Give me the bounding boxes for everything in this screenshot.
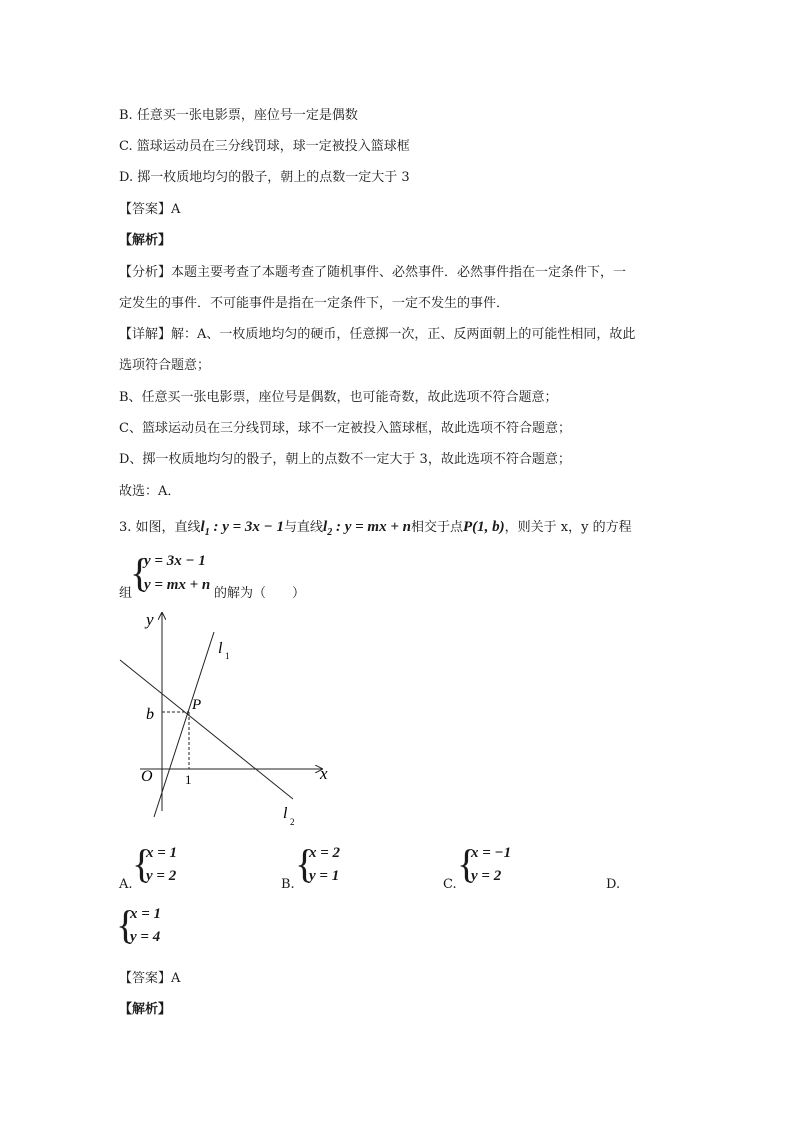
option-c-x: x = −1: [471, 845, 512, 861]
line-l1: [154, 632, 214, 817]
p-label: P: [192, 697, 202, 713]
question-3-stem: [119, 516, 632, 538]
option-a-letter: A.: [119, 877, 133, 892]
stem-suffix: ，则关于 x，y 的方程: [504, 520, 632, 535]
option-d-brace: {: [116, 902, 136, 947]
system-row-2: y = mx + n: [144, 577, 211, 593]
l2-equation: $l_2$ : y = mx + n: [323, 519, 411, 538]
option-b-y: y = 1: [309, 868, 340, 884]
q3-analysis-heading: 【解析】: [119, 1002, 172, 1017]
l1-sub: 1: [225, 651, 230, 661]
option-d-y: y = 4: [130, 929, 161, 945]
q3-answer-label: 【答案】A: [119, 971, 181, 986]
l2-sub: 2: [290, 817, 295, 827]
detail-line-b: B、任意买一张电影票，座位号是偶数，也可能奇数，故此选项不符合题意；: [119, 390, 558, 405]
system-row-1: y = 3x − 1: [144, 553, 206, 569]
detail-line-d: D、掷一枚质地均匀的骰子，朝上的点数不一定大于 3，故此选项不符合题意；: [119, 452, 571, 467]
stem-mid: 与直线: [284, 520, 324, 535]
final-choice: 故选：A．: [119, 484, 181, 499]
option-a-y: y = 2: [146, 868, 177, 884]
option-a-brace: {: [132, 841, 152, 886]
l2-label: l: [283, 805, 288, 822]
analysis-line-1: 【分析】本题主要考查了本题考查了随机事件、必然事件．必然事件指在一定条件下，一: [119, 265, 627, 280]
l1-label: l: [218, 640, 223, 657]
option-c-y: y = 2: [471, 868, 502, 884]
option-c: C. 篮球运动员在三分线罚球，球一定被投入篮球框: [119, 139, 410, 154]
point-p: P(1, b): [462, 519, 505, 535]
l1-equation: $l_1$ : y = 3x − 1: [200, 519, 285, 538]
stem-mid2: 相交于点: [410, 520, 463, 535]
answer-label: 【答案】A: [119, 202, 181, 217]
x-axis-label: x: [320, 764, 328, 783]
detail-line-2: 选项符合题意；: [119, 358, 211, 373]
option-d-x: x = 1: [130, 906, 162, 922]
option-d-letter: D.: [606, 877, 621, 892]
system-suffix: 的解为（ ）: [214, 586, 306, 601]
option-b-letter: B.: [281, 877, 295, 892]
option-c-letter: C.: [443, 877, 457, 892]
option-b: B. 任意买一张电影票，座位号一定是偶数: [119, 108, 358, 123]
tick-one-label: 1: [185, 772, 192, 787]
detail-line-1: 【详解】解：A、一枚质地均匀的硬币，任意掷一次，正、反两面朝上的可能性相同，故此: [119, 327, 636, 342]
option-a-x: x = 1: [146, 845, 178, 861]
stem-prefix: 3. 如图，直线: [119, 520, 201, 535]
detail-line-c: C、篮球运动员在三分线罚球，球不一定被投入篮球框，故此选项不符合题意；: [119, 421, 571, 436]
option-d: D. 掷一枚质地均匀的骰子，朝上的点数一定大于 3: [119, 170, 410, 185]
option-b-x: x = 2: [309, 845, 341, 861]
option-b-brace: {: [295, 841, 315, 886]
y-axis-label: y: [146, 610, 154, 629]
option-c-brace: {: [457, 841, 477, 886]
b-label: b: [146, 706, 154, 723]
analysis-line-2: 定发生的事件．不可能事件是指在一定条件下，一定不发生的事件．: [119, 296, 510, 311]
coordinate-figure: [110, 607, 350, 837]
zu-label: 组: [119, 586, 133, 601]
analysis-heading: 【解析】: [119, 233, 172, 248]
origin-label: O: [141, 768, 153, 785]
system-brace: {: [130, 550, 150, 595]
